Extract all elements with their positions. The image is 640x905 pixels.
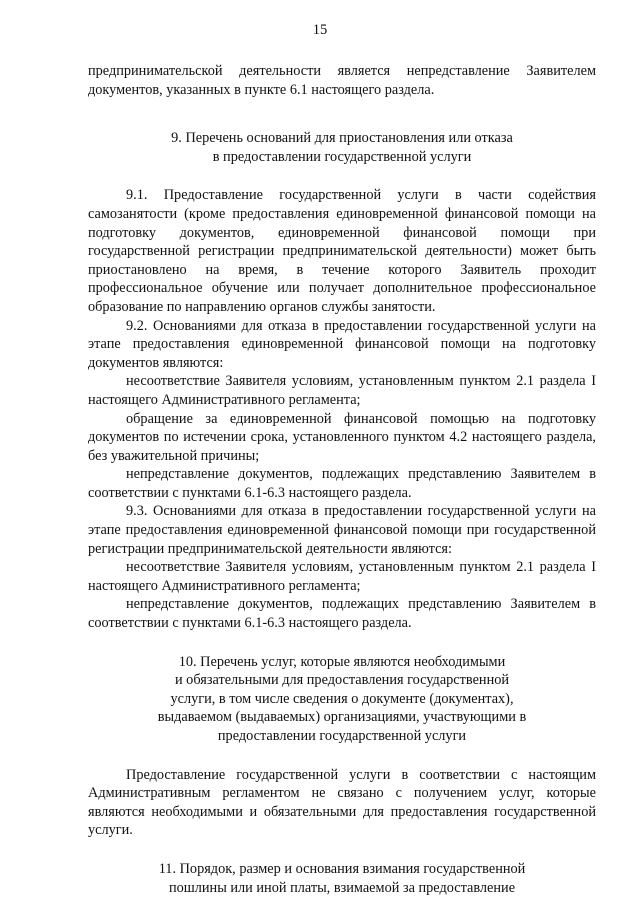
section-10-heading-line-4: выдаваемом (выдаваемых) организациями, участвующими в — [157, 709, 527, 726]
paragraph-9-3: 9.3. Основаниями для отказа в предоставлении государственной услуги на этапе предоставления единовременной финансовой помощи при государственной регистрации предпринимательской деятельности являются: — [88, 503, 596, 557]
paragraph-9-2-item-3: непредставление документов, подлежащих представлению Заявителем в соответствии с пунктами 6.1-6.3 настоящего раздела. — [88, 466, 596, 501]
lead-line-1: предпринимательской деятельности является непредставление Заявителем — [88, 63, 596, 79]
lead-line-2: документов, указанных в пункте 6.1 настоящего раздела. — [88, 81, 435, 98]
section-11-heading — [88, 860, 596, 897]
section-11-heading-line-2: пошлины или иной платы, взимаемой за предоставление — [168, 879, 516, 896]
paragraph-9-3-item-1: несоответствие Заявителя условиям, установленным пунктом 2.1 раздела I настоящего Административного регламента; — [88, 559, 596, 594]
section-10-heading-line-2: и обязательными для предоставления государственной — [174, 672, 510, 689]
paragraph-9-1: 9.1. Предоставление государственной услуги в части содействия самозанятости (кроме предоставления единовременной финансовой помощи на подготовку документов, единовременной финансовой помощи при государственной регистрации предпринимательской деятельности) может быть приостановлено на время, в течение которого Заявитель проходит профессиональное обучение или получает дополнительное профессиональное образование по направлению органов службы занятости. — [88, 187, 596, 315]
paragraph-9-2-item-2: обращение за единовременной финансовой помощью на подготовку документов по истечении срока, установленного пунктом 4.2 настоящего раздела, без уважительной причины; — [88, 410, 596, 464]
paragraph-10: Предоставление государственной услуги в соответствии с настоящим Административным регламентом не связано с получением услуг, которые являются необходимыми и обязательными для предоставления государственной услуги. — [88, 766, 596, 839]
paragraph-9-2-item-1: несоответствие Заявителя условиям, установленным пунктом 2.1 раздела I настоящего Административного регламента; — [88, 373, 596, 408]
section-10-heading-line-3: услуги, в том числе сведения о документе (документах), — [170, 690, 514, 707]
section-11-heading-line-1: 11. Порядок, размер и основания взимания государственной — [158, 860, 526, 877]
section-10-heading — [88, 653, 596, 746]
section-9-heading-line-1: 9. Перечень оснований для приостановления или отказа — [171, 130, 513, 147]
section-9-heading-line-2: в предоставлении государственной услуги — [212, 148, 472, 165]
section-10-heading-line-5: предоставлении государственной услуги — [217, 728, 467, 744]
document-body — [88, 62, 596, 897]
section-9-heading — [88, 129, 596, 166]
section-10-heading-line-1: 10. Перечень услуг, которые являются необходимыми — [178, 653, 506, 670]
page-number: 15 — [312, 22, 328, 38]
paragraph-9-3-item-2: непредставление документов, подлежащих представлению Заявителем в соответствии с пунктами 6.1-6.3 настоящего раздела. — [88, 596, 596, 632]
paragraph-9-2: 9.2. Основаниями для отказа в предоставлении государственной услуги на этапе предоставления единовременной финансовой помощи на подготовку документов являются: — [88, 317, 596, 371]
